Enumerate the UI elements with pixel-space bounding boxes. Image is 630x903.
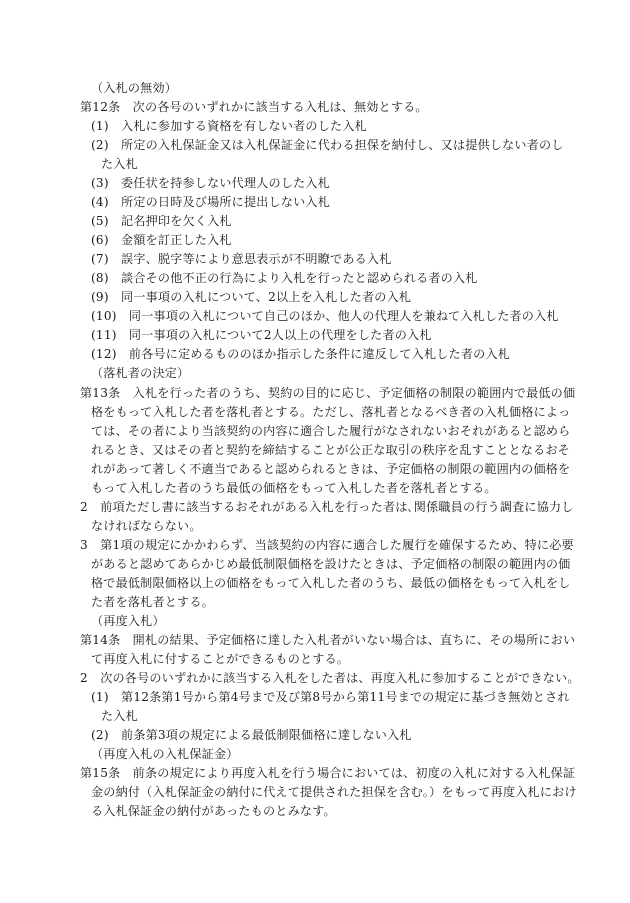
article-13-cont: 格をもって入札した者を落札者とする。ただし、落札者となるべき者の入札価格によっ (91, 405, 571, 419)
article-13: 第13条 入札を行った者のうち、契約の目的に応じ、予定価格の制限の範囲内で最低の価 (80, 386, 576, 400)
article-13-cont: れるとき、又はその者と契約を締結することが公正な取引の秩序を乱すこととなるおそ (91, 443, 570, 457)
item-2: (2) 所定の入札保証金又は入札保証金に代わる担保を納付し、又は提供しない者のし (91, 138, 564, 152)
item-3: (3) 委任状を持参しない代理人のした入札 (91, 176, 331, 190)
item-9: (9) 同一事項の入札について、2以上を入札した者の入札 (91, 290, 412, 304)
item-8: (8) 談合その他不正の行為により入札を行ったと認められる者の入札 (91, 271, 478, 285)
heading-rebid: （再度入札） (91, 614, 165, 628)
article-15-cont: る入札保証金の納付があったものとみなす。 (91, 804, 336, 818)
article-13-para-3-cont: があると認めてあらかじめ最低制限価格を設けたときは、予定価格の制限の範囲内の価 (91, 557, 571, 571)
item-4: (4) 所定の日時及び場所に提出しない入札 (91, 195, 331, 209)
article-13-cont: れがあって著しく不適当であると認められるときは、予定価格の制限の範囲内の価格を (91, 462, 571, 476)
article-14-item-1-cont: た入札 (101, 709, 138, 723)
article-13-para-3-cont: 格で最低制限価格以上の価格をもって入札した者のうち、最低の価格をもって入札をし (91, 576, 571, 590)
heading-winning-bidder: （落札者の決定） (91, 366, 190, 380)
item-12: (12) 前各号に定めるもののほか指示した条件に違反して入札した者の入札 (91, 347, 511, 361)
item-6: (6) 金額を訂正した入札 (91, 233, 232, 247)
item-11: (11) 同一事項の入札について2人以上の代理をした者の入札 (91, 328, 432, 342)
article-14-item-1: (1) 第12条第1号から第4号まで及び第8号から第11号までの規定に基づき無効とされ (91, 690, 570, 704)
item-2-cont: た入札 (101, 157, 138, 171)
article-14-cont: て再度入札に付することができるものとする。 (91, 652, 350, 666)
article-13-para-3: 3 第1項の規定にかかわらず、当該契約の内容に適合した履行を確保するため、特に必要 (80, 538, 574, 552)
item-1: (1) 入札に参加する資格を有しない者のした入札 (91, 119, 367, 133)
article-14-para-2: 2 次の各号のいずれかに該当する入札をした者は、再度入札に参加することができない。 (80, 671, 580, 685)
article-15: 第15条 前条の規定により再度入札を行う場合においては、初度の入札に対する入札保証 (80, 766, 576, 780)
article-14-item-2: (2) 前条第3項の規定による最低制限価格に達しない入札 (91, 728, 412, 742)
article-14: 第14条 開札の結果、予定価格に達した入札者がいない場合は、直ちに、その場所におい (80, 633, 576, 647)
article-13-para-3-cont: た者を落札者とする。 (91, 595, 214, 609)
heading-invalid-bids: （入札の無効） (91, 81, 178, 95)
article-12: 第12条 次の各号のいずれかに該当する入札は、無効とする。 (80, 100, 428, 114)
article-13-para-2: 2 前項ただし書に該当するおそれがある入札を行った者は､関係職員の行う調査に協力し (80, 500, 574, 514)
article-13-cont: ては、その者により当該契約の内容に適合した履行がなされないおそれがあると認めら (91, 424, 571, 438)
item-10: (10) 同一事項の入札について自己のほか、他人の代理人を兼ねて入札した者の入札 (91, 309, 559, 323)
article-15-cont: 金の納付（入札保証金の納付に代えて提供された担保を含む。）をもって再度入札におけ (91, 785, 577, 799)
article-13-cont: もって入札した者のうち最低の価格をもって入札した者を落札者とする。 (91, 481, 497, 495)
heading-rebid-deposit: （再度入札の入札保証金） (91, 747, 239, 761)
item-5: (5) 記名押印を欠く入札 (91, 214, 232, 228)
item-7: (7) 誤字、脱字等により意思表示が不明瞭である入札 (91, 252, 392, 266)
article-13-para-2-cont: なければならない。 (91, 519, 202, 533)
